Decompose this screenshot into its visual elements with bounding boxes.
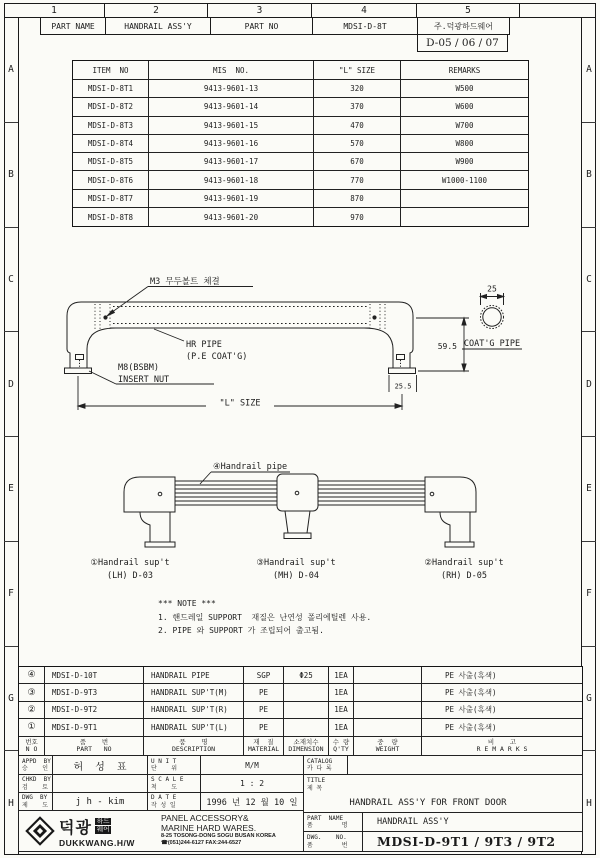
table-cell: 9413-9601-13 — [149, 80, 314, 98]
unit-value: M/M — [200, 755, 304, 775]
header-dimension: 소재치수 DIMENSION — [284, 737, 329, 757]
part-no-cell: MDSI-D-10T — [45, 667, 144, 684]
description-cell: HANDRAIL PIPE — [144, 667, 244, 684]
part-name-label-block: PART NAME 품 명 — [303, 812, 363, 832]
qty-cell: 1EA — [329, 719, 354, 736]
zone-letter: B — [582, 123, 596, 228]
zone-number-strip — [4, 3, 596, 18]
length-dimension: "L" SIZE — [219, 398, 261, 409]
logo-english: DUKKWANG.H/W — [59, 837, 135, 848]
support-rh-label-line1: ②Handrail sup't — [424, 558, 504, 568]
table-cell: 9413-9601-14 — [149, 98, 314, 116]
header-remarks: 비 고 R E M A R K S — [476, 737, 528, 754]
title-value: HANDRAIL ASS'Y FOR FRONT DOOR — [349, 798, 507, 808]
title-box — [303, 774, 583, 813]
company-info — [157, 811, 303, 851]
support-rh — [425, 477, 476, 547]
table-cell: MDSI-D-8T5 — [73, 153, 149, 171]
zone-letter: G — [4, 647, 18, 752]
table-cell: 9413-9601-17 — [149, 153, 314, 171]
table-cell: W1000-1100 — [401, 171, 528, 189]
zone-number: 3 — [208, 3, 312, 17]
remarks-cell: PE 사출(흑색) — [422, 684, 582, 701]
zone-number: 2 — [105, 3, 208, 17]
table-cell: 470 — [314, 117, 401, 135]
zone-letter: H — [8, 797, 14, 809]
zone-letter: D — [582, 332, 596, 437]
note-line: 1. 핸드레일 SUPPORT 재질은 난연성 폴리에틸렌 사용. — [158, 612, 372, 622]
qty-cell: 1EA — [329, 684, 354, 701]
material-cell: SGP — [244, 667, 284, 684]
dwg-by-label: DWG BY 제 도 — [18, 792, 53, 811]
description-cell: HANDRAIL SUP'T(R) — [144, 702, 244, 719]
handrail-pipe-callout: ④Handrail pipe — [213, 462, 288, 472]
leader-lines — [89, 287, 253, 385]
zone-letter-strip-left — [4, 18, 19, 855]
item-number: ① — [19, 719, 45, 736]
zone-number: 4 — [312, 3, 417, 17]
company-phone: ☎(051)244-6127 FAX:244-6527 — [161, 840, 242, 846]
weight-cell — [354, 702, 422, 719]
table-cell: 670 — [314, 153, 401, 171]
table-cell — [401, 208, 528, 226]
left-support — [65, 302, 117, 374]
handrail-assembly-drawing — [60, 455, 520, 590]
description-cell: HANDRAIL SUP'T(L) — [144, 719, 244, 736]
dukkwang-diamond-icon — [25, 815, 55, 847]
title-label: TITLE 제 목 — [307, 777, 326, 792]
zone-letter: C — [582, 228, 596, 333]
table-cell: MDSI-D-8T2 — [73, 98, 149, 116]
table-cell: 870 — [314, 190, 401, 208]
header-no: 번호 N O — [19, 737, 45, 757]
part-name-label: PART NAME — [41, 18, 106, 34]
table-cell: 9413-9601-18 — [149, 171, 314, 189]
weight-cell — [354, 667, 422, 684]
part-name-value: HANDRAIL ASS'Y — [106, 18, 211, 34]
logo-sub-group — [95, 818, 112, 835]
zone-letter: E — [582, 437, 596, 542]
support-mh — [277, 474, 318, 539]
chkd-by-value — [52, 774, 148, 793]
table-cell: 320 — [314, 80, 401, 98]
scale-label: S C A L E 척 도 — [147, 774, 201, 793]
support-mh-label-line1: ③Handrail sup't — [256, 558, 336, 568]
pipe-body — [110, 302, 370, 328]
support-lh-label-line1: ①Handrail sup't — [90, 558, 170, 568]
zone-letter: C — [4, 228, 18, 333]
table-cell: MDSI-D-8T1 — [73, 80, 149, 98]
qty-cell: 1EA — [329, 702, 354, 719]
col-header: "L" SIZE — [314, 61, 401, 80]
table-cell: 9413-9601-15 — [149, 117, 314, 135]
remarks-cell: PE 사출(흑색) — [422, 667, 582, 684]
zone-number-filler — [520, 3, 596, 17]
part-no-cell: MDSI-D-9T3 — [45, 684, 144, 701]
drawing-code: D-05 / 06 / 07 — [417, 35, 508, 52]
m3-bolt-label: M3 무두볼트 체결 — [150, 277, 220, 287]
zone-letter: D — [4, 332, 18, 437]
zone-number: 5 — [417, 3, 520, 17]
zone-letter: A — [4, 18, 18, 123]
item-number: ④ — [19, 667, 45, 684]
col-header: MIS NO. — [149, 61, 314, 80]
hr-pipe-label-line1: HR PIPE — [186, 340, 222, 350]
note-block — [158, 597, 371, 638]
dwg-no-value-block: MDSI-D-9T1 / 9T3 / 9T2 — [362, 831, 583, 852]
handrail-side-view-drawing — [40, 265, 580, 425]
size-table — [72, 60, 529, 227]
header-weight: 중 량 WEIGHT — [354, 737, 422, 757]
remarks-cell: PE 사출(흑색) — [422, 719, 582, 736]
header-material: 재 질 MATERIAL — [244, 737, 284, 757]
right-support — [364, 302, 416, 374]
company-box — [18, 810, 304, 852]
scale-value: 1 : 2 — [200, 774, 304, 793]
table-cell: W800 — [401, 135, 528, 153]
company-logo — [19, 811, 157, 851]
remarks-cell: PE 사출(흑색) — [422, 702, 582, 719]
support-lh-label-line2: (LH) D-03 — [106, 571, 154, 581]
dimension-cell — [284, 719, 329, 736]
catalog-label: CATALOG 카 다 록 — [303, 755, 348, 775]
company-address: 8-25 TOSONG-DONG SOGU BUSAN KOREA — [161, 833, 276, 839]
appd-by-label: APPD BY 승 인 — [18, 755, 53, 775]
zone-number: 1 — [4, 3, 105, 17]
m8-nut-label-line2: INSERT NUT — [118, 375, 170, 385]
table-cell: 9413-9601-16 — [149, 135, 314, 153]
weight-cell — [354, 719, 422, 736]
table-cell: 770 — [314, 171, 401, 189]
date-label: D A T E 작 성 일 — [147, 792, 201, 811]
logo-text-group — [59, 815, 135, 848]
part-name-value-block: HANDRAIL ASS'Y — [362, 812, 583, 832]
table-cell: MDSI-D-8T8 — [73, 208, 149, 226]
dimension-cell — [284, 702, 329, 719]
note-title: *** NOTE *** — [158, 599, 216, 608]
foot-dimension: 25.5 — [394, 382, 412, 391]
header-description: 품 명 DESCRIPTION — [144, 737, 244, 757]
pipe-diameter-dimension: 25 — [487, 284, 497, 294]
zone-letter: F — [582, 542, 596, 647]
table-cell: W900 — [401, 153, 528, 171]
parts-list-table — [18, 666, 583, 757]
table-cell: W700 — [401, 117, 528, 135]
coatg-pipe-label: COAT'G PIPE — [463, 339, 521, 349]
zone-letter: H — [586, 797, 592, 809]
appd-by-value: 허 성 표 — [52, 755, 148, 775]
table-cell: 370 — [314, 98, 401, 116]
part-no-label: PART NO — [211, 18, 313, 34]
material-cell: PE — [244, 702, 284, 719]
chkd-by-label: CHKD BY 검 토 — [18, 774, 53, 793]
logo-korean: 덕광 — [59, 819, 92, 837]
material-cell: PE — [244, 719, 284, 736]
dwg-by-value: j h - kim — [52, 792, 148, 811]
note-line: 2. PIPE 와 SUPPORT 가 조립되어 출고됨. — [158, 626, 324, 635]
support-mh-label-line2: (MH) D-04 — [272, 571, 320, 581]
table-cell: 9413-9601-19 — [149, 190, 314, 208]
part-no-cell: MDSI-D-9T2 — [45, 702, 144, 719]
zone-letter: E — [4, 437, 18, 542]
dwg-no-label-block: DWG. NO. 품 번 — [303, 831, 363, 852]
date-value: 1996 년 12 월 10 일 — [200, 792, 304, 811]
weight-cell — [354, 684, 422, 701]
company-line2: MARINE HARD WARES. — [161, 822, 257, 833]
part-no-value: MDSI-D-8T — [313, 18, 418, 34]
support-rh-label-line2: (RH) D-05 — [440, 571, 488, 581]
table-cell: 9413-9601-20 — [149, 208, 314, 226]
height-dimension: 59.5 — [437, 342, 457, 351]
catalog-value — [347, 755, 583, 775]
title-header-table — [40, 17, 510, 35]
dimension-cell: Φ25 — [284, 667, 329, 684]
header-part-no: 품 번 PART NO — [45, 737, 144, 757]
company-line1: PANEL ACCESSORY& — [161, 813, 249, 823]
col-header: ITEM NO — [73, 61, 149, 80]
hr-pipe-label-line2: (P.E COAT'G) — [186, 352, 248, 362]
zone-letter: B — [4, 123, 18, 228]
company-name: 주.덕광하드웨어 — [434, 21, 493, 31]
dimension-cell — [284, 684, 329, 701]
item-number: ③ — [19, 684, 45, 701]
table-cell: MDSI-D-8T3 — [73, 117, 149, 135]
col-header: REMARKS — [401, 61, 528, 80]
part-no-cell: MDSI-D-9T1 — [45, 719, 144, 736]
table-cell: MDSI-D-8T7 — [73, 190, 149, 208]
table-cell: MDSI-D-8T6 — [73, 171, 149, 189]
zone-letter: G — [582, 647, 596, 752]
table-cell: MDSI-D-8T4 — [73, 135, 149, 153]
zone-letter-strip-right — [581, 18, 596, 855]
table-cell — [401, 190, 528, 208]
table-cell: 970 — [314, 208, 401, 226]
unit-label: U N I T 단 위 — [147, 755, 201, 775]
table-cell: W600 — [401, 98, 528, 116]
item-number: ② — [19, 702, 45, 719]
qty-cell: 1EA — [329, 667, 354, 684]
table-cell: W500 — [401, 80, 528, 98]
header-qty: 수 량 Q'TY — [329, 737, 354, 757]
logo-sub-2: 웨어 — [96, 826, 110, 833]
logo-sub-1: 하드 — [96, 817, 110, 825]
description-cell: HANDRAIL SUP'T(M) — [144, 684, 244, 701]
material-cell: PE — [244, 684, 284, 701]
zone-letter: F — [4, 542, 18, 647]
zone-letter: A — [582, 18, 596, 123]
table-cell: 570 — [314, 135, 401, 153]
m8-nut-label-line1: M8(BSBM) — [118, 363, 159, 373]
support-lh — [124, 477, 175, 547]
